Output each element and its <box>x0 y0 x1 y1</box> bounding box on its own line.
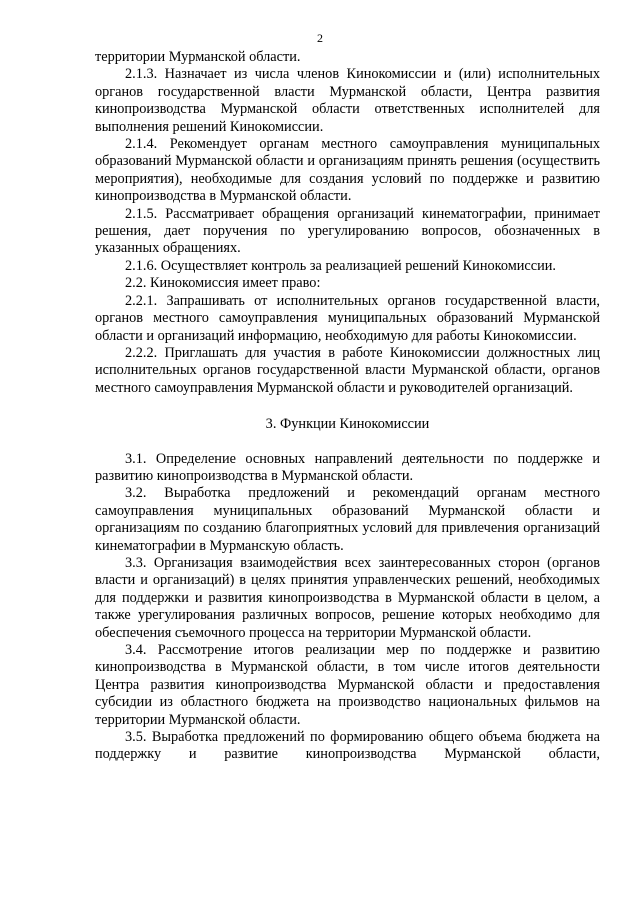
paragraph-3-5: 3.5. Выработка предложений по формированию общего объема бюджета на поддержку и развитие кинопроизводства Мурманской области, <box>95 729 600 763</box>
paragraph-2-2: 2.2. Кинокомиссия имеет право: <box>125 275 321 292</box>
paragraph-2-1-6: 2.1.6. Осуществляет контроль за реализацией решений Кинокомиссии. <box>125 257 556 274</box>
paragraph-2-2-1: 2.2.1. Запрашивать от исполнительных органов государственной власти, органов местного самоуправления муниципальных образований Мурманской области и организаций информацию, необходимую для работы Кинокомиссии. <box>95 292 600 344</box>
paragraph-2-1-3: 2.1.3. Назначает из числа членов Кинокомиссии и (или) исполнительных органов государственной власти Мурманской области, Центра развития кинопроизводства Мурманской области ответственных исполнителей для выполнения решений Кинокомиссии. <box>95 66 600 135</box>
document-body <box>95 49 600 764</box>
paragraph-3-2: 3.2. Выработка предложений и рекомендаций органам местного самоуправления муниципальных образований Мурманской области и организациям по созданию благоприятных условий для привлечения организаций кинематографии в Мурманскую область. <box>95 485 600 554</box>
paragraph-3-3: 3.3. Организация взаимодействия всех заинтересованных сторон (органов власти и организаций) в целях принятия управленческих решений, необходимых для поддержки и развития кинопроизводства в Мурманской области в целом, а также урегулирования различных вопросов, решение которых необходимо для обеспечения съемочного процесса на территории Мурманской области. <box>95 554 600 641</box>
paragraph-continuation: территории Мурманской области. <box>95 49 301 65</box>
paragraph-2-1-5: 2.1.5. Рассматривает обращения организаций кинематографии, принимает решения, дает поручения по урегулированию вопросов, обозначенных в указанных обращениях. <box>95 205 600 257</box>
paragraph-2-2-2: 2.2.2. Приглашать для участия в работе Кинокомиссии должностных лиц исполнительных органов государственной власти Мурманской области, органов местного самоуправления Мурманской области и руководителей организаций. <box>95 344 600 396</box>
paragraph-3-1: 3.1. Определение основных направлений деятельности по поддержке и развитию кинопроизводства в Мурманской области. <box>95 450 600 484</box>
paragraph-2-1-4: 2.1.4. Рекомендует органам местного самоуправления муниципальных образований Мурманской области и организациям принять решения (осуществить мероприятия), необходимые для создания условий по поддержке и развитию кинопроизводства в Мурманской области. <box>95 136 600 205</box>
page-number: 2 <box>317 31 323 45</box>
paragraph-3-4: 3.4. Рассмотрение итогов реализации мер по поддержке и развитию кинопроизводства в Мурманской области, в том числе итогов деятельности Центра развития кинопроизводства Мурманской области и предоставления субсидии из областного бюджета на производство национальных фильмов на территории Мурманской области. <box>95 642 600 728</box>
section-heading: 3. Функции Кинокомиссии <box>265 416 430 433</box>
